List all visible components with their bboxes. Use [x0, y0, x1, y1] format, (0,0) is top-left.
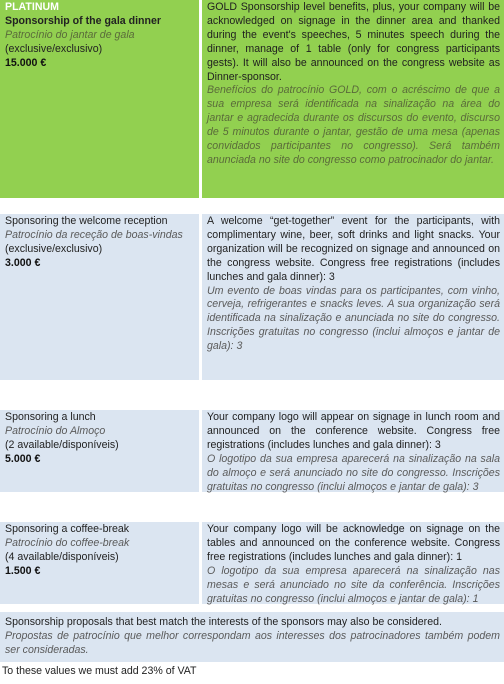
tier-label: PLATINUM — [5, 1, 59, 13]
coffee-desc-cell — [202, 522, 504, 604]
welcome-desc-en: A welcome “get-together” event for the participants, with complimentary wine, beer, soft drinks and light snacks. Your organization will be recognized on signage and announced on the congress website. Congress free registrations (includes lunches and gala dinner): 3 — [207, 215, 500, 283]
coffee-title: Sponsoring a coffee-break — [5, 523, 130, 535]
lunch-available: (2 available/disponíveis) — [5, 438, 119, 451]
welcome-exclusive: (exclusive/exclusivo) — [5, 242, 103, 255]
proposals-pt: Propostas de patrocínio que melhor correspondam aos interesses dos patrocinadores também podem ser consideradas. — [5, 629, 500, 656]
lunch-price: 5.000 € — [5, 452, 41, 465]
platinum-desc-en: GOLD Sponsorship level benefits, plus, your company will be acknowledged on signage in the dinner area and thanked during the event's speeches, 5 minutes speech during the dinner, manage of 1 table (only for congress participants gests). It will also be announced on the congress website as Dinner-sponsor. — [207, 1, 500, 83]
welcome-desc-cell — [202, 214, 504, 380]
platinum-desc-cell — [202, 0, 504, 198]
platinum-desc-pt: Benefícios do patrocínio GOLD, com o acréscimo de que a sua empresa será identificada na sinalização na área do jantar e agradecida durante os discursos do evento, discurso de 5 minutos durante o jantar, gestão de uma mesa (apenas convidados participantes no congresso). Será também anunciada no site do congresso como patrocinador do jantar. — [207, 84, 500, 166]
lunch-label-cell — [0, 410, 199, 492]
coffee-desc-pt: O logotipo da sua empresa aparecerá na sinalização nas mesas e será anunciado no site da conferência. Inscrições gratuitas no congresso (inclui almoços e jantar de gala): 1 — [207, 564, 500, 605]
platinum-exclusive: (exclusive/exclusivo) — [5, 42, 103, 55]
welcome-label-cell — [0, 214, 199, 380]
coffee-desc-en: Your company logo will be acknowledge on signage on the tables and announced on the conference website. Congress free registrations (includes lunches and gala dinner): 1 — [207, 523, 500, 563]
platinum-title: Sponsorship of the gala dinner — [5, 14, 161, 27]
coffee-label-cell — [0, 522, 199, 604]
proposals-cell — [0, 612, 504, 662]
lunch-title: Sponsoring a lunch — [5, 411, 96, 423]
coffee-price: 1.500 € — [5, 564, 41, 577]
proposals-en: Sponsorship proposals that best match the interests of the sponsors may also be considered. — [5, 616, 442, 628]
lunch-desc-en: Your company logo will appear on signage in lunch room and announced on the conference website. Congress free registrations (includes lunches and gala dinner): 3 — [207, 411, 500, 451]
welcome-desc-pt: Um evento de boas vindas para os participantes, com vinho, cerveja, refrigerantes e snacks leves. A sua organização será identificada na sinalização e anunciada no site do congresso. Inscrições gratuitas no congresso (inclui almoços e jantar de gala): 3 — [207, 284, 500, 353]
platinum-price: 15.000 € — [5, 56, 47, 69]
lunch-desc-pt: O logotipo da sua empresa aparecerá na sinalização na sala do almoço e será anunciado no site do congresso. Inscrições gratuitas no congresso (inclui almoços e jantar de gala): 3 — [207, 452, 500, 493]
lunch-desc-cell — [202, 410, 504, 492]
coffee-available: (4 available/disponíveis) — [5, 550, 119, 563]
welcome-price: 3.000 € — [5, 256, 41, 269]
welcome-title-pt: Patrocínio da receção de boas-vindas — [5, 228, 183, 241]
welcome-title: Sponsoring the welcome reception — [5, 215, 168, 227]
platinum-label-cell — [0, 0, 199, 198]
coffee-title-pt: Patrocínio do coffee-break — [5, 536, 130, 549]
platinum-title-pt: Patrocínio do jantar de gala — [5, 28, 135, 41]
lunch-title-pt: Patrocínio do Almoço — [5, 424, 106, 437]
vat-note: To these values we must add 23% of VAT — [2, 665, 197, 677]
